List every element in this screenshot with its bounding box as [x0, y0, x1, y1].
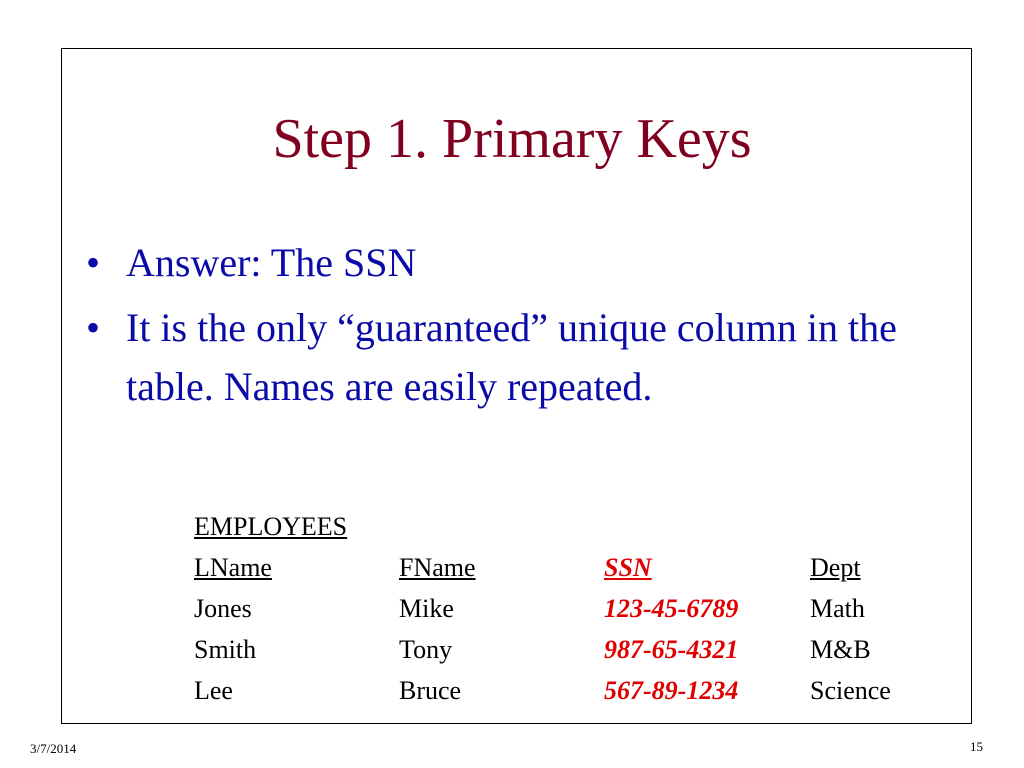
cell-lname: Smith — [194, 635, 257, 664]
bullet-text: Answer: The SSN — [126, 240, 417, 285]
table-header-row — [194, 547, 950, 588]
table-row — [194, 670, 950, 711]
bullet-marker: • — [86, 305, 101, 350]
header-lname: LName — [194, 553, 272, 582]
bullet-item — [86, 298, 926, 416]
bullet-item — [86, 233, 926, 292]
bullet-marker: • — [86, 240, 101, 285]
cell-dept: Math — [810, 594, 865, 623]
slide-title: Step 1. Primary Keys — [272, 108, 752, 170]
cell-fname: Mike — [399, 594, 454, 623]
employees-table — [194, 506, 950, 711]
bullet-list — [86, 233, 926, 422]
cell-ssn: 567-89-1234 — [604, 676, 739, 705]
cell-ssn: 123-45-6789 — [604, 594, 739, 623]
cell-fname: Bruce — [399, 676, 462, 705]
cell-dept: M&B — [810, 635, 871, 664]
cell-ssn: 987-65-4321 — [604, 635, 739, 664]
footer-date: 3/7/2014 — [30, 741, 77, 756]
cell-lname: Lee — [194, 676, 233, 705]
cell-lname: Jones — [194, 594, 252, 623]
cell-dept: Science — [810, 676, 891, 705]
table-row — [194, 588, 950, 629]
footer-page-number: 15 — [970, 739, 983, 754]
table-row — [194, 629, 950, 670]
cell-fname: Tony — [399, 635, 453, 664]
header-dept: Dept — [810, 553, 861, 582]
table-title: EMPLOYEES — [194, 512, 348, 541]
bullet-text: It is the only “guaranteed” unique column in the table. Names are easily repeated. — [126, 305, 897, 409]
header-fname: FName — [399, 553, 476, 582]
header-ssn: SSN — [604, 553, 652, 582]
